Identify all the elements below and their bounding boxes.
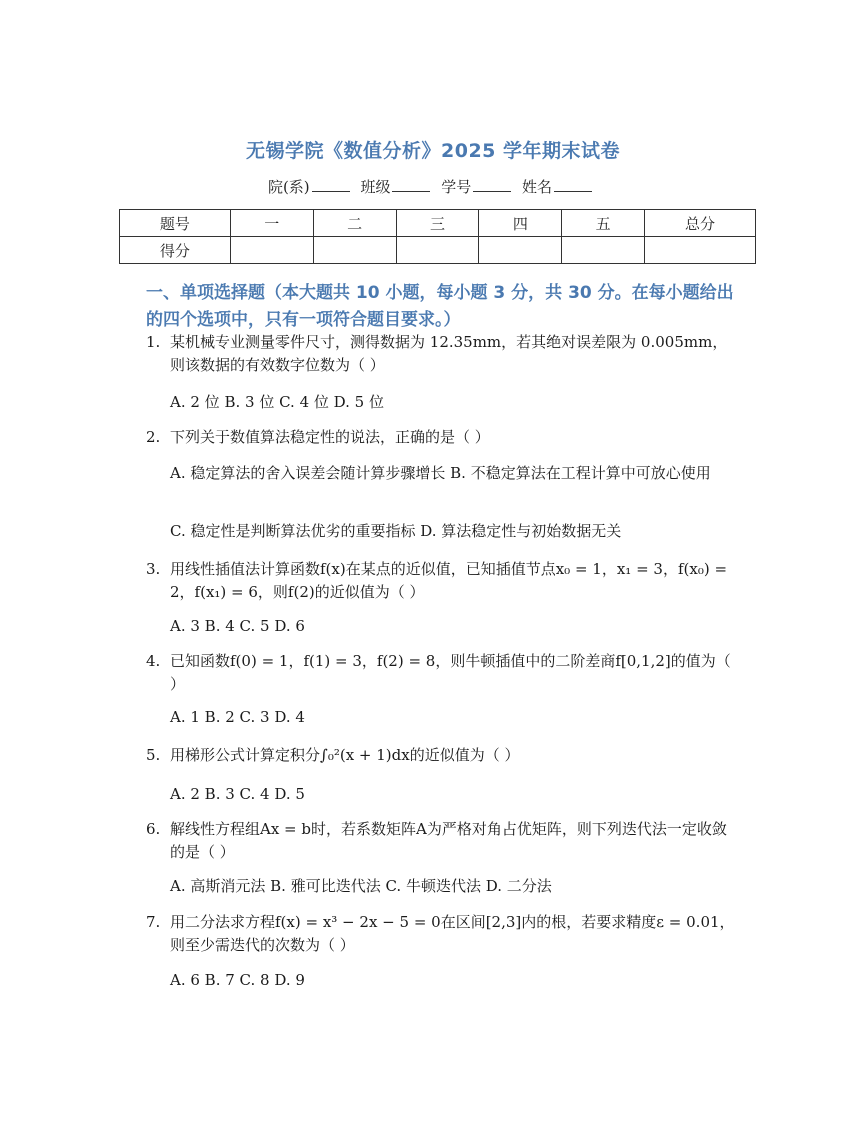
section-heading: 一、单项选择题（本大题共 10 小题，每小题 3 分，共 30 分。在每小题给出的四个选项中，只有一项符合题目要求。）	[146, 283, 734, 330]
question-number: 6.	[146, 820, 161, 838]
score-header-cell: 三	[396, 210, 479, 237]
question-options: A. 2 位 B. 3 位 C. 4 位 D. 5 位	[170, 393, 384, 411]
question-options: A. 高斯消元法 B. 雅可比迭代法 C. 牛顿迭代法 D. 二分法	[170, 877, 552, 895]
id-label: 学号	[441, 178, 472, 196]
question-item	[146, 331, 736, 377]
question-options: A. 稳定算法的舍入误差会随计算步骤增长 B. 不稳定算法在工程计算中可放心使用	[170, 464, 711, 482]
question-item	[146, 558, 736, 604]
question-number: 3.	[146, 560, 161, 578]
question-options: C. 稳定性是判断算法优劣的重要指标 D. 算法稳定性与初始数据无关	[170, 522, 622, 540]
exam-title: 无锡学院《数值分析》2025 学年期末试卷	[246, 140, 620, 162]
score-header-cell: 一	[230, 210, 313, 237]
question-number: 1.	[146, 333, 161, 351]
name-blank	[554, 178, 592, 192]
question-stem: 用梯形公式计算定积分∫₀²(x + 1)dx的近似值为（ ）	[170, 746, 520, 764]
question-stem: 下列关于数值算法稳定性的说法，正确的是（ ）	[170, 428, 490, 446]
question-options: A. 3 B. 4 C. 5 D. 6	[170, 617, 305, 635]
score-cell	[479, 237, 562, 264]
score-table-header-row	[120, 210, 756, 237]
question-options: A. 1 B. 2 C. 3 D. 4	[170, 708, 305, 726]
score-row-label: 得分	[120, 237, 231, 264]
question-stem: 已知函数f(0) = 1，f(1) = 3，f(2) = 8，则牛顿插值中的二阶差商f[0,1,2]的值为（ ）	[170, 652, 731, 693]
student-info-line	[0, 176, 866, 197]
score-cell	[645, 237, 756, 264]
id-blank	[473, 178, 511, 192]
class-label: 班级	[360, 178, 391, 196]
question-stem: 用线性插值法计算函数f(x)在某点的近似值，已知插值节点x₀ = 1，x₁ = 3，f(x₀) = 2，f(x₁) = 6，则f(2)的近似值为（ ）	[170, 560, 728, 601]
question-options: A. 2 B. 3 C. 4 D. 5	[170, 785, 305, 803]
question-number: 2.	[146, 428, 161, 446]
question-item	[146, 744, 736, 767]
question-item	[146, 818, 736, 864]
score-cell	[562, 237, 645, 264]
question-options: A. 6 B. 7 C. 8 D. 9	[170, 971, 305, 989]
score-header-cell: 四	[479, 210, 562, 237]
question-stem: 某机械专业测量零件尺寸，测得数据为 12.35mm，若其绝对误差限为 0.005mm，则该数据的有效数字位数为（ ）	[170, 333, 728, 374]
score-header-cell: 题号	[120, 210, 231, 237]
score-header-cell: 五	[562, 210, 645, 237]
score-table	[119, 209, 756, 264]
score-cell	[313, 237, 396, 264]
question-item	[146, 650, 736, 696]
score-table-score-row	[120, 237, 756, 264]
class-blank	[392, 178, 430, 192]
score-cell	[230, 237, 313, 264]
score-header-cell: 总分	[645, 210, 756, 237]
question-stem: 解线性方程组Ax = b时，若系数矩阵A为严格对角占优矩阵，则下列迭代法一定收敛的是（ ）	[170, 820, 727, 861]
question-item	[146, 426, 736, 449]
dept-blank	[312, 178, 350, 192]
name-label: 姓名	[522, 178, 553, 196]
score-header-cell: 二	[313, 210, 396, 237]
question-number: 7.	[146, 913, 161, 931]
question-stem: 用二分法求方程f(x) = x³ − 2x − 5 = 0在区间[2,3]内的根，若要求精度ε = 0.01，则至少需迭代的次数为（ ）	[170, 913, 735, 954]
question-number: 5.	[146, 746, 161, 764]
dept-label: 院(系)	[267, 178, 310, 196]
question-item	[146, 911, 736, 957]
score-cell	[396, 237, 479, 264]
question-number: 4.	[146, 652, 161, 670]
